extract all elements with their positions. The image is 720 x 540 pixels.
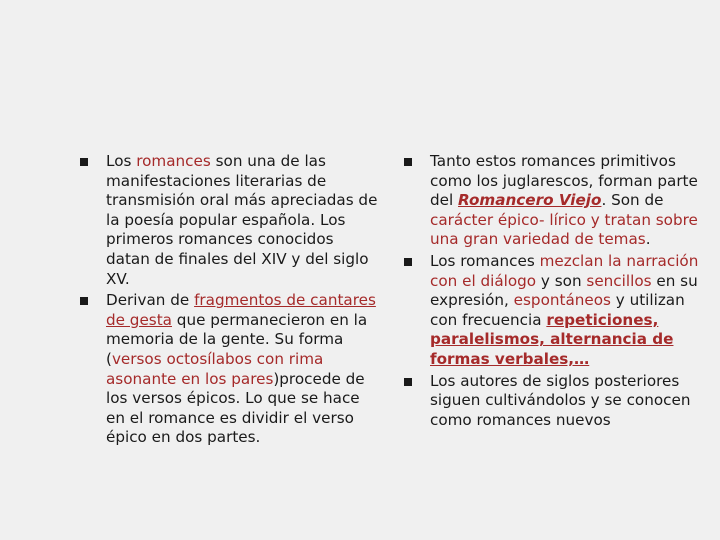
text-span: Tanto estos romances primitivos como los juglarescos, forman parte del (430, 152, 698, 210)
right-column (404, 152, 704, 430)
text-span: Los (106, 152, 137, 170)
text-span: en su expresión, (430, 271, 698, 310)
right-bullet-list (404, 152, 704, 430)
highlight-versos-octosilabos: versos octosílabos con rima asonante en los pares (106, 349, 324, 388)
square-bullet-icon (404, 258, 412, 266)
list-item (404, 252, 704, 370)
square-bullet-icon (80, 297, 88, 305)
highlight-caracter-epico-lirico: carácter épico- lírico y tratan sobre una gran variedad de temas (430, 210, 698, 249)
square-bullet-icon (404, 158, 412, 166)
highlight-repeticiones: repeticiones, paralelismos, alternancia de formas verbales,… (430, 310, 674, 368)
highlight-romancero-viejo: Romancero Viejo (458, 191, 602, 210)
text-span: Los romances (430, 251, 540, 270)
list-item (404, 372, 704, 431)
list-item (80, 291, 380, 448)
highlight-mezclan-narracion: mezclan la narración con el diálogo (430, 251, 699, 290)
highlight-sencillos: sencillos (586, 271, 652, 290)
left-bullet-list (80, 152, 380, 448)
square-bullet-icon (80, 158, 88, 166)
text-span: y utilizan con frecuencia (430, 291, 685, 329)
text-span: Derivan de (106, 291, 195, 310)
list-item (404, 152, 704, 250)
text-span: y son (536, 271, 587, 290)
highlight-espontaneos: espontáneos (513, 291, 611, 310)
square-bullet-icon (404, 378, 412, 386)
text-span: . Son de (601, 191, 664, 210)
text-span: Los autores de siglos posteriores siguen cultivándolos y se conocen como romances nuevos (430, 371, 691, 429)
left-column (80, 152, 380, 448)
highlight-cantares-de-gesta: fragmentos de cantares de gesta (106, 291, 376, 329)
text-span: )procede de los versos épicos. Lo que se hace en el romance es dividir el verso épico en dos partes. (106, 369, 365, 447)
highlight-romances: romances (136, 152, 211, 170)
text-span: que permanecieron en la memoria de la gente. Su forma ( (106, 310, 368, 368)
list-item (80, 152, 380, 289)
text-span: son una de las manifestaciones literarias de transmisión oral más apreciadas de la poesía popular española. Los primeros romances conocidos datan de finales del XIV y del siglo XV. (106, 152, 378, 288)
text-span: . (645, 230, 651, 249)
